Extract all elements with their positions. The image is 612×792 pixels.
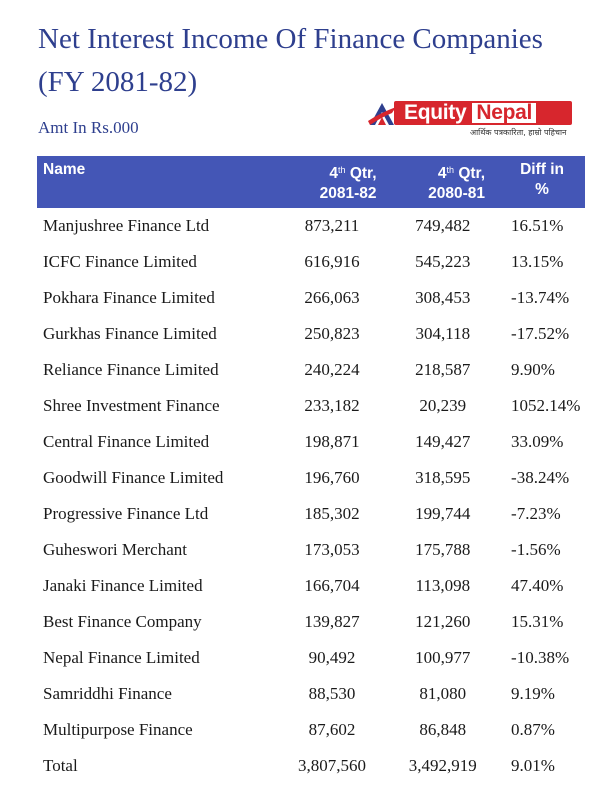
table-total-row [37,748,585,784]
q4-2080-81-cell: 86,848 [419,720,467,739]
diff-percent-cell: -1.56% [511,540,561,559]
diff-percent-cell: -10.38% [511,648,570,667]
q4-2080-81-cell: 113,098 [415,576,471,595]
page-title: Net Interest Income Of Finance Companies (FY 2081-82) [38,23,543,98]
q4-2080-81-cell: 175,788 [415,540,471,559]
q4-2080-81-cell: 100,977 [415,648,471,667]
company-name-cell: Central Finance Limited [43,432,210,451]
company-name-cell: ICFC Finance Limited [43,252,197,271]
diff-percent-cell: 15.31% [511,612,564,631]
q4-2080-81-cell: 304,118 [415,324,471,343]
company-name-cell: Guheswori Merchant [43,540,187,559]
q4-2081-82-cell: 166,704 [304,576,360,595]
company-name-cell: Nepal Finance Limited [43,648,200,667]
company-name-cell: Shree Investment Finance [43,396,220,415]
table-row [37,712,585,748]
q4-2080-81-cell: 545,223 [415,252,471,271]
diff-percent-cell: 1052.14% [511,396,581,415]
company-name-cell: Samriddhi Finance [43,684,172,703]
q4-2080-81-cell: 20,239 [419,396,467,415]
header-name: Name [37,156,277,208]
table-row [37,316,585,352]
q4-2081-82-cell: 873,211 [304,216,360,235]
company-name-cell: Progressive Finance Ltd [43,504,209,523]
table-row [37,568,585,604]
amount-unit-note: Amt In Rs.000 [38,118,139,137]
equity-nepal-logo [366,99,576,141]
table-row [37,424,585,460]
q4-2080-81-cell: 308,453 [415,288,471,307]
company-name-cell: Multipurpose Finance [43,720,193,739]
company-name-cell: Goodwill Finance Limited [43,468,224,487]
table-header-row [37,156,585,208]
company-name-cell: Janaki Finance Limited [43,576,203,595]
table-row [37,640,585,676]
q4-2081-82-cell: 250,823 [304,324,360,343]
diff-percent-cell: -38.24% [511,468,570,487]
diff-percent-cell: 33.09% [511,432,564,451]
table-row [37,352,585,388]
diff-percent-cell: 47.40% [511,576,564,595]
q4-2080-81-cell: 121,260 [415,612,471,631]
table-row [37,676,585,712]
q4-2081-82-cell: 240,224 [304,360,360,379]
company-name-cell: Pokhara Finance Limited [43,288,215,307]
q4-2080-81-cell: 199,744 [415,504,471,523]
q4-2081-82-cell: 87,602 [308,720,356,739]
q4-2080-81-cell: 81,080 [419,684,467,703]
q4-2081-82-cell: 139,827 [304,612,360,631]
company-name-cell: Reliance Finance Limited [43,360,219,379]
logo-tagline: आर्थिक पत्रकारिता, हाम्रो पहिचान [470,128,567,137]
company-name-cell: Manjushree Finance Ltd [43,216,210,235]
table-row [37,496,585,532]
header-q4-2081-82: 4th Qtr, 2081-82 [277,156,386,208]
q4-2080-81-cell: 3,492,919 [408,756,477,775]
header-q4-2080-81: 4th Qtr, 2080-81 [387,156,500,208]
q4-2081-82-cell: 185,302 [304,504,360,523]
q4-2081-82-cell: 233,182 [304,396,360,415]
diff-percent-cell: 16.51% [511,216,564,235]
q4-2081-82-cell: 3,807,560 [298,756,366,775]
net-interest-income-table [37,156,585,784]
diff-percent-cell: -7.23% [511,504,561,523]
table-row [37,604,585,640]
q4-2081-82-cell: 88,530 [308,684,356,703]
diff-percent-cell: -17.52% [511,324,570,343]
table-row [37,532,585,568]
table-row [37,388,585,424]
diff-percent-cell: 13.15% [511,252,564,271]
company-name-cell: Gurkhas Finance Limited [43,324,217,343]
diff-percent-cell: 9.01% [511,756,555,775]
q4-2080-81-cell: 749,482 [415,216,471,235]
q4-2080-81-cell: 149,427 [415,432,471,451]
table-row [37,208,585,244]
q4-2080-81-cell: 218,587 [415,360,471,379]
q4-2081-82-cell: 266,063 [304,288,360,307]
diff-percent-cell: 0.87% [511,720,555,739]
table-row [37,460,585,496]
logo-word-nepal: Nepal [472,103,536,123]
q4-2081-82-cell: 196,760 [304,468,360,487]
q4-2081-82-cell: 616,916 [304,252,360,271]
q4-2081-82-cell: 173,053 [304,540,360,559]
logo-wordmark [394,101,572,125]
diff-percent-cell: 9.19% [511,684,555,703]
table-row [37,280,585,316]
diff-percent-cell: 9.90% [511,360,555,379]
company-name-cell: Best Finance Company [43,612,202,631]
diff-percent-cell: -13.74% [511,288,570,307]
q4-2080-81-cell: 318,595 [415,468,471,487]
company-name-cell: Total [43,756,78,775]
q4-2081-82-cell: 90,492 [308,648,356,667]
table-row [37,244,585,280]
q4-2081-82-cell: 198,871 [304,432,360,451]
header-diff-percent: Diff in % [499,156,585,208]
logo-word-equity: Equity [404,101,467,124]
